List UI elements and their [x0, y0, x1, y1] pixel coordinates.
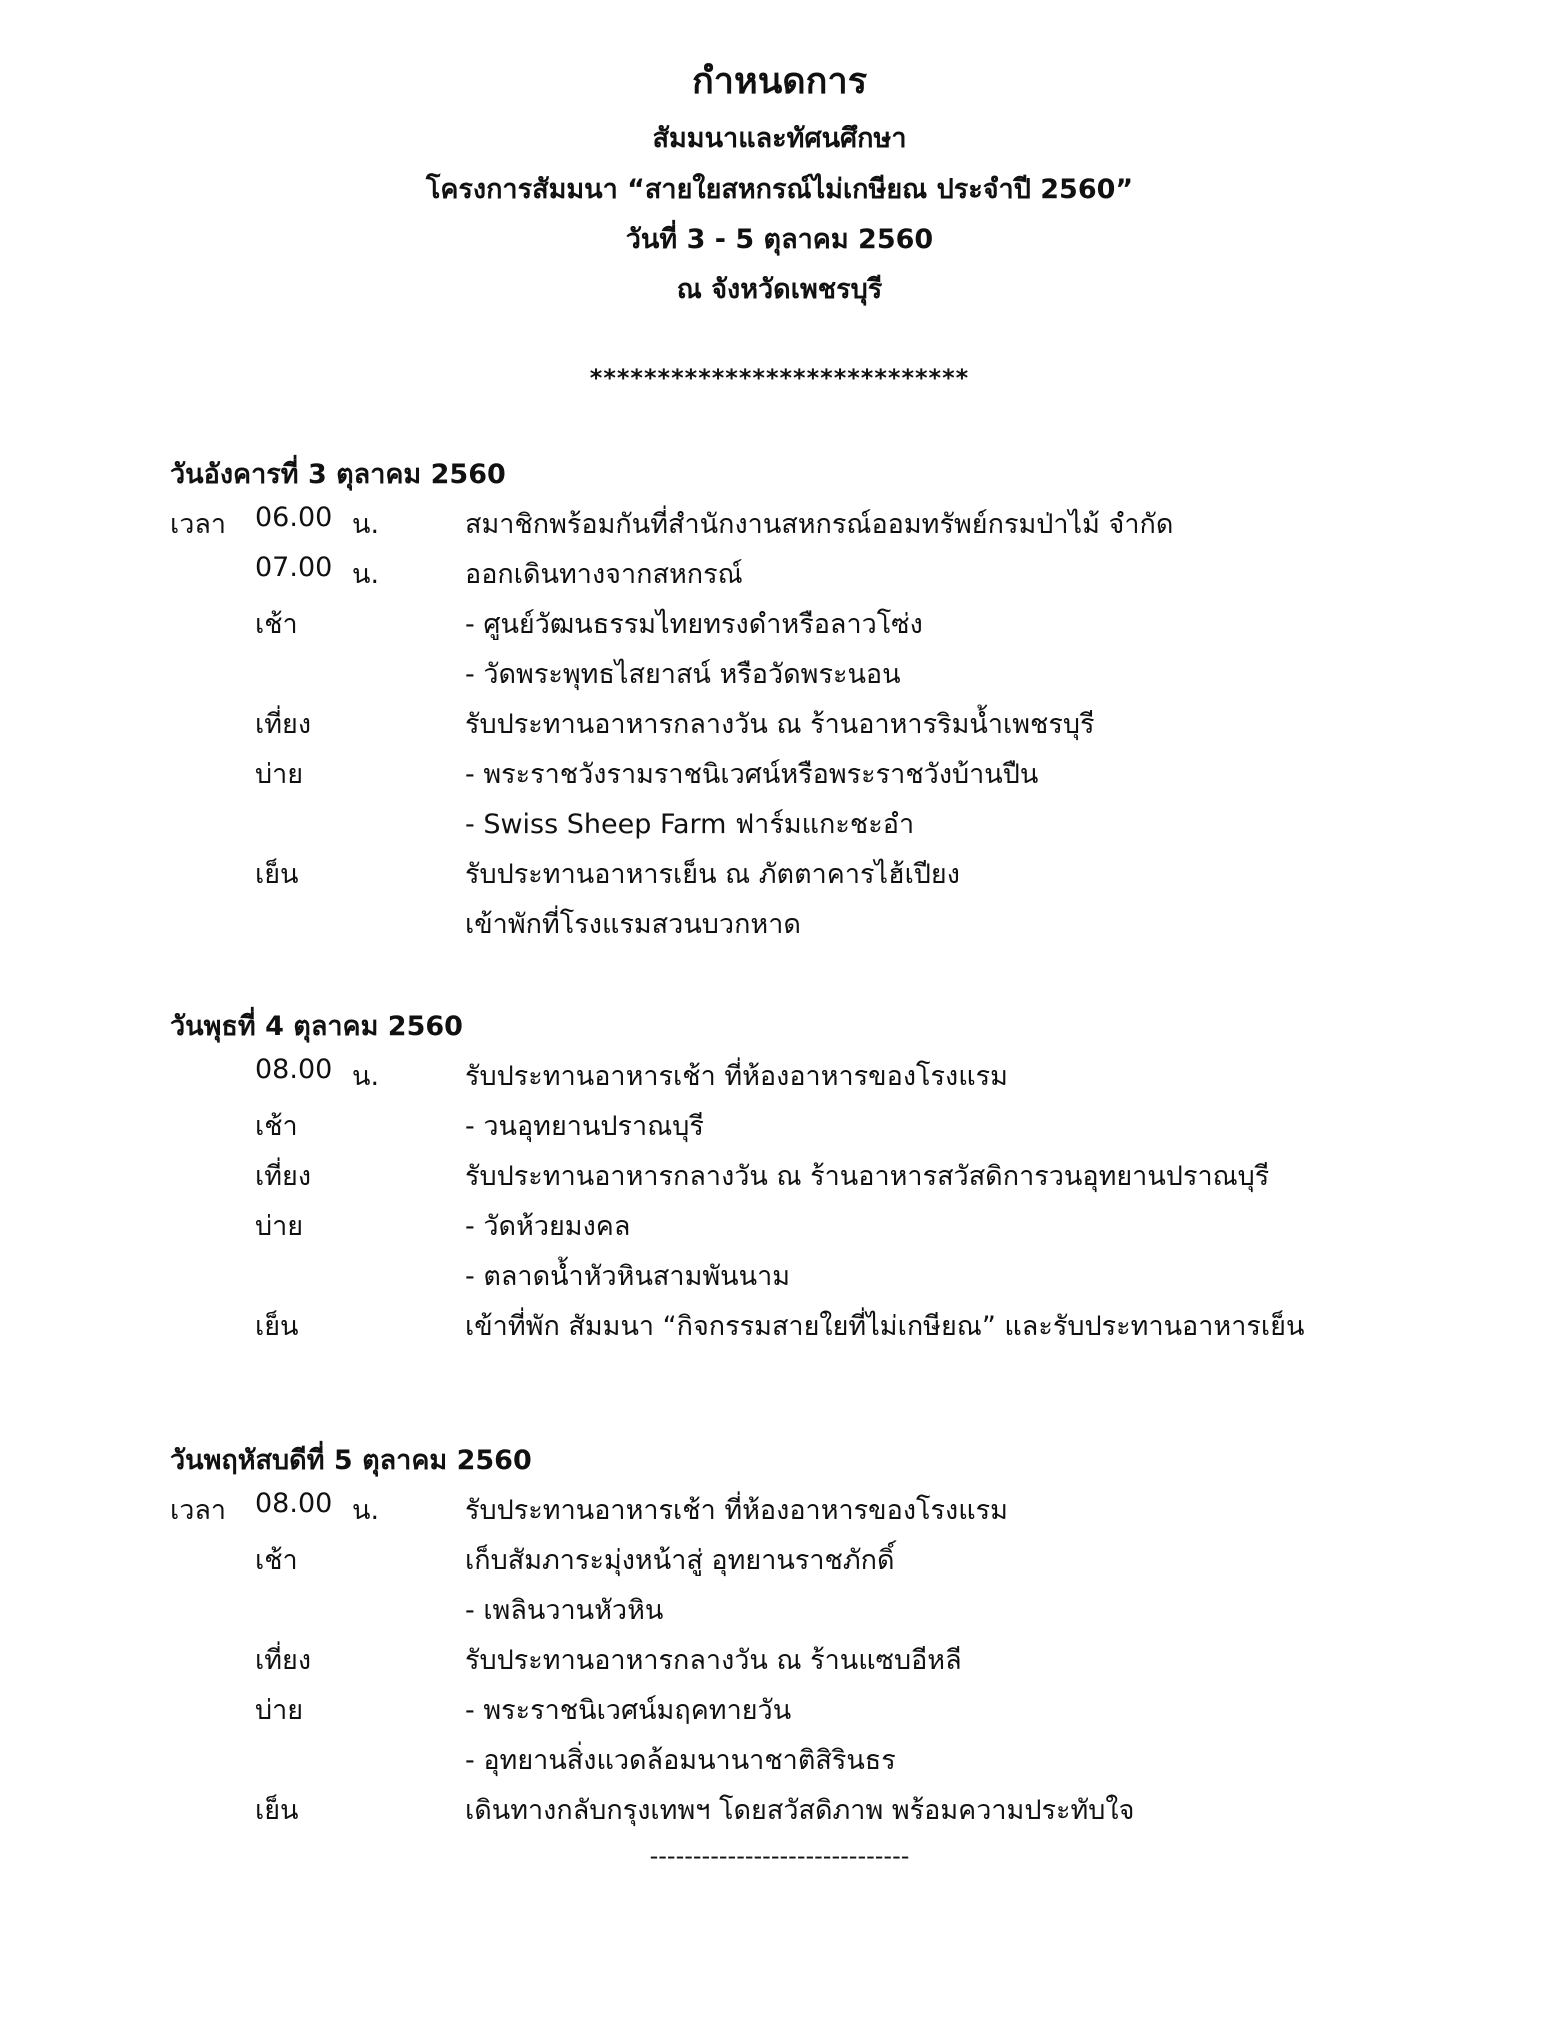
subtitle-project: โครงการสัมมนา “สายใยสหกรณ์ไม่เกษียณ ประจำปี 2560” [425, 174, 1134, 205]
row-description: เข้าที่พัก สัมมนา “กิจกรรมสายใยที่ไม่เกษียณ” และรับประทานอาหารเย็น [465, 1311, 1305, 1342]
row-description: - พระราชนิเวศน์มฤคทายวัน [465, 1695, 792, 1726]
schedule-row [0, 602, 1559, 646]
row-time: เช้า [255, 1545, 298, 1576]
row-time: 08.00 [255, 1488, 333, 1519]
row-description: - วนอุทยานปราณบุรี [465, 1111, 704, 1142]
row-unit: น. [352, 1495, 380, 1526]
row-description: - ตลาดน้ำหัวหินสามพันนาม [465, 1261, 791, 1292]
schedule-row [0, 1304, 1559, 1348]
schedule-row [0, 752, 1559, 796]
end-dashed-line: ------------------------------ [649, 1842, 910, 1870]
row-time: บ่าย [255, 1211, 304, 1242]
row-time: เที่ยง [255, 1161, 312, 1192]
row-description: รับประทานอาหารกลางวัน ณ ร้านอาหารริมน้ำเพชรบุรี [465, 709, 1095, 740]
schedule-row [0, 1638, 1559, 1682]
subtitle-dates: วันที่ 3 - 5 ตุลาคม 2560 [625, 224, 934, 255]
row-time: เย็น [255, 859, 299, 890]
row-time: เย็น [255, 1795, 299, 1826]
row-description: เข้าพักที่โรงแรมสวนบวกหาด [465, 909, 801, 940]
row-time: เที่ยง [255, 709, 312, 740]
day-1-heading: วันอังคารที่ 3 ตุลาคม 2560 [170, 459, 506, 490]
row-time: เย็น [255, 1311, 299, 1342]
document-title: กำหนดการ [691, 61, 868, 102]
schedule-row [0, 702, 1559, 746]
schedule-row [0, 652, 1559, 696]
row-prefix: เวลา [170, 509, 227, 540]
subtitle-location: ณ จังหวัดเพชรบุรี [676, 274, 883, 305]
row-unit: น. [352, 509, 380, 540]
row-time: เช้า [255, 1111, 298, 1142]
row-unit: น. [352, 1061, 380, 1092]
row-time: 07.00 [255, 552, 333, 583]
schedule-row [0, 1588, 1559, 1632]
schedule-row [0, 1688, 1559, 1732]
schedule-row [0, 802, 1559, 846]
row-time: 06.00 [255, 502, 333, 533]
row-unit: น. [352, 559, 380, 590]
schedule-row [0, 1204, 1559, 1248]
schedule-row [0, 552, 1559, 596]
day-2-heading: วันพุธที่ 4 ตุลาคม 2560 [170, 1011, 463, 1042]
row-description: เดินทางกลับกรุงเทพฯ โดยสวัสดิภาพ พร้อมความประทับใจ [465, 1795, 1135, 1826]
row-description: รับประทานอาหารเช้า ที่ห้องอาหารของโรงแรม [465, 1061, 1008, 1092]
row-prefix: เวลา [170, 1495, 227, 1526]
schedule-row [0, 1738, 1559, 1782]
schedule-row [0, 1254, 1559, 1298]
row-time: เที่ยง [255, 1645, 312, 1676]
schedule-row [0, 1104, 1559, 1148]
row-description: รับประทานอาหารเช้า ที่ห้องอาหารของโรงแรม [465, 1495, 1008, 1526]
row-description: - ศูนย์วัฒนธรรมไทยทรงดำหรือลาวโซ่ง [465, 609, 923, 640]
row-description: รับประทานอาหารกลางวัน ณ ร้านแซบอีหลี [465, 1645, 962, 1676]
row-description: รับประทานอาหารกลางวัน ณ ร้านอาหารสวัสดิการวนอุทยานปราณบุรี [465, 1161, 1270, 1192]
schedule-row [0, 1154, 1559, 1198]
row-description: - Swiss Sheep Farm ฟาร์มแกะชะอำ [465, 809, 915, 840]
row-description: - พระราชวังรามราชนิเวศน์หรือพระราชวังบ้านปืน [465, 759, 1039, 790]
schedule-row [0, 902, 1559, 946]
schedule-row [0, 1488, 1559, 1532]
row-time: บ่าย [255, 759, 304, 790]
schedule-row [0, 502, 1559, 546]
row-time: เช้า [255, 609, 298, 640]
row-description: - วัดพระพุทธไสยาสน์ หรือวัดพระนอน [465, 659, 901, 690]
row-time: บ่าย [255, 1695, 304, 1726]
day-3-heading: วันพฤหัสบดีที่ 5 ตุลาคม 2560 [170, 1445, 532, 1476]
row-description: ออกเดินทางจากสหกรณ์ [465, 559, 743, 590]
subtitle-seminar: สัมมนาและทัศนศึกษา [652, 123, 907, 154]
row-description: - อุทยานสิ่งแวดล้อมนานาชาติสิรินธร [465, 1745, 896, 1776]
schedule-row [0, 852, 1559, 896]
schedule-row [0, 1054, 1559, 1098]
row-description: - เพลินวานหัวหิน [465, 1595, 664, 1626]
separator-stars: **************************** [589, 364, 970, 392]
row-description: เก็บสัมภาระมุ่งหน้าสู่ อุทยานราชภักดิ์ [465, 1545, 895, 1576]
row-description: - วัดห้วยมงคล [465, 1211, 631, 1242]
schedule-row [0, 1538, 1559, 1582]
row-description: รับประทานอาหารเย็น ณ ภัตตาคารไฮ้เปียง [465, 859, 960, 890]
row-time: 08.00 [255, 1054, 333, 1085]
row-description: สมาชิกพร้อมกันที่สำนักงานสหกรณ์ออมทรัพย์กรมป่าไม้ จำกัด [465, 509, 1174, 540]
schedule-row [0, 1788, 1559, 1832]
